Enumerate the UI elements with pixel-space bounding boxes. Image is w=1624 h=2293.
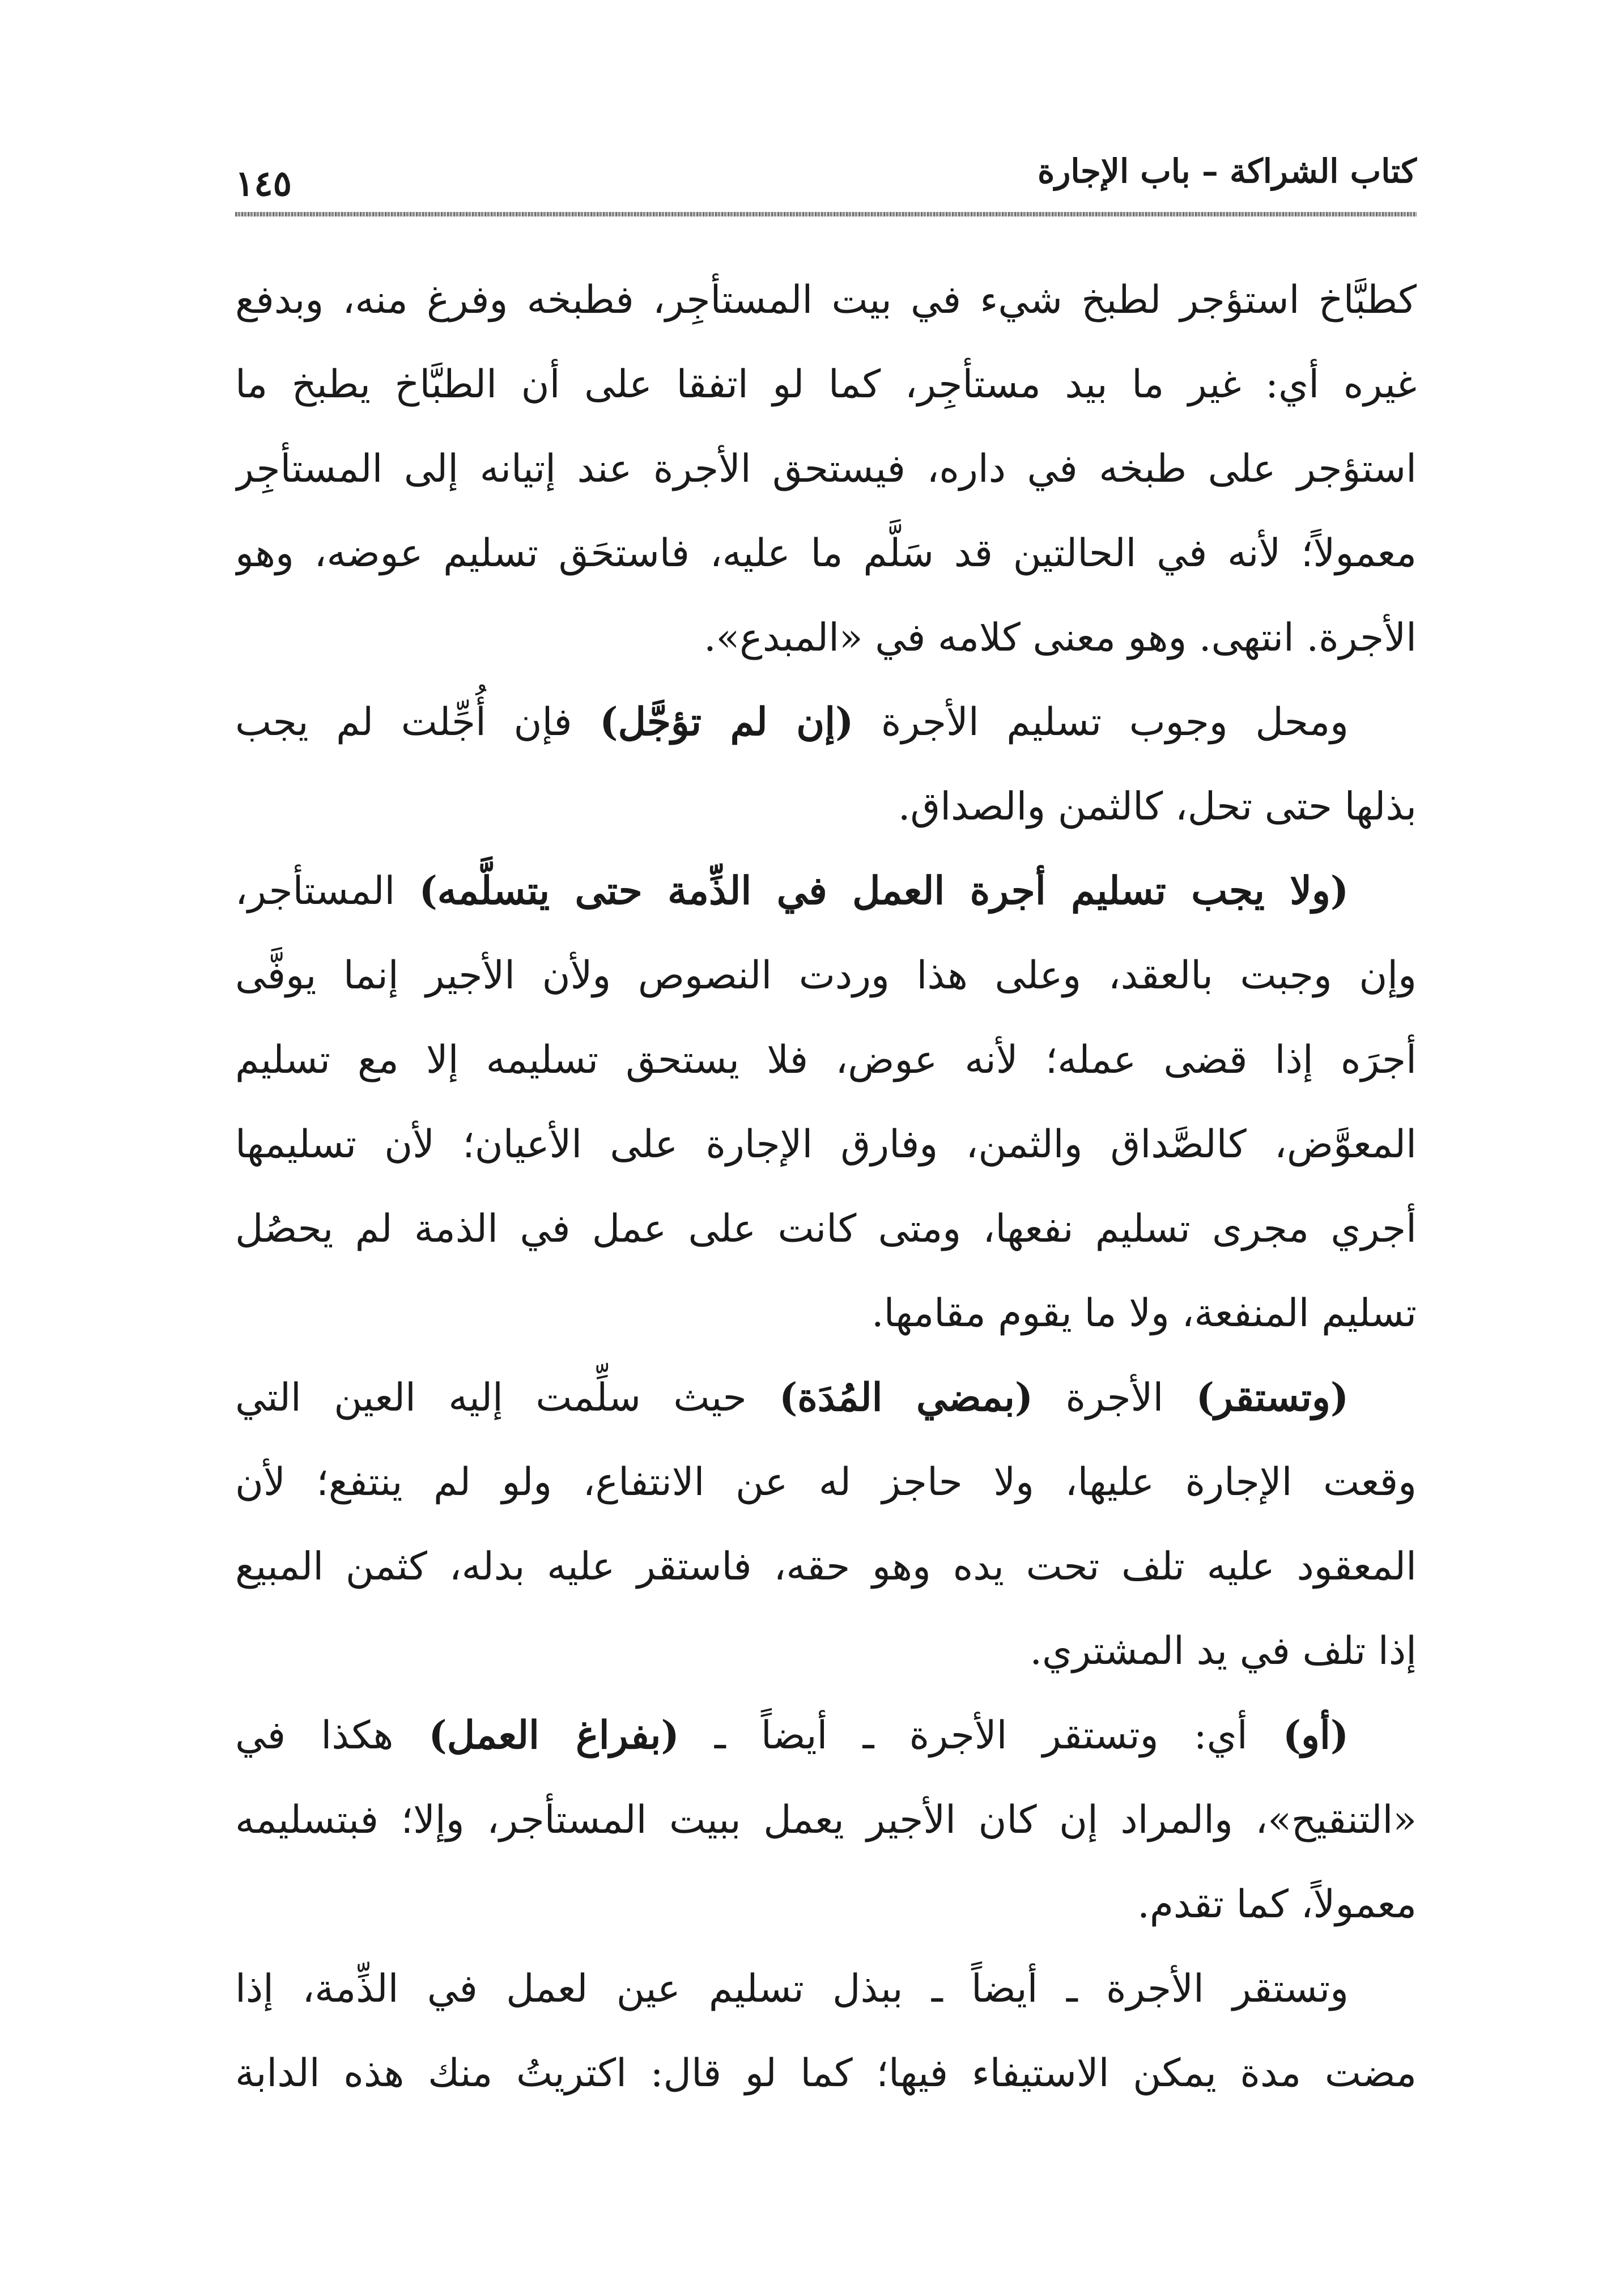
text-segment: الأجرة — [1033, 1375, 1196, 1420]
text-line — [235, 1187, 1417, 1271]
page-header — [235, 148, 1417, 216]
text-segment: فإن أُجِّلت لم يجب — [235, 700, 600, 745]
text-segment: أجرَه إذا قضى عمله؛ لأنه عوض، فلا يستحق تسليمه إلا مع تسليم — [235, 1038, 1417, 1082]
text-line — [235, 1356, 1417, 1440]
text-segment: وتستقر الأجرة ـ أيضاً ـ ببذل تسليم عين لعمل في الذِّمة، إذا — [235, 1967, 1349, 2011]
text-segment: أي: وتستقر الأجرة ـ أيضاً ـ — [679, 1713, 1283, 1758]
text-segment: المعوَّض، كالصَّداق والثمن، وفارق الإجارة على الأعيان؛ لأن تسليمها — [235, 1122, 1417, 1167]
text-segment: «التنقيح»، والمراد إن كان الأجير يعمل ببيت المستأجر، وإلا؛ فبتسليمه — [235, 1798, 1417, 1842]
text-segment: أجري مجرى تسليم نفعها، ومتى كانت على عمل في الذمة لم يحصُل — [235, 1207, 1417, 1251]
text-line — [235, 1440, 1417, 1525]
text-line — [235, 1609, 1417, 1693]
text-segment: استؤجر على طبخه في داره، فيستحق الأجرة عند إتيانه إلى المستأجِر — [235, 447, 1417, 491]
text-line — [235, 849, 1417, 933]
bold-text-segment: (أو) — [1282, 1713, 1349, 1758]
text-segment: المستأجر، — [235, 869, 419, 914]
text-segment: معمولاً، كما تقدم. — [1137, 1882, 1417, 1927]
text-segment: وإن وجبت بالعقد، وعلى هذا وردت النصوص ولأن الأجير إنما يوفَّى — [235, 953, 1417, 998]
bold-text-segment: (إن لم تؤجَّل) — [600, 699, 854, 745]
bold-text-segment: (وتستقر) — [1196, 1375, 1349, 1420]
text-segment: حيث سلِّمت إليه العين التي — [235, 1375, 780, 1420]
text-segment: مضت مدة يمكن الاستيفاء فيها؛ كما لو قال: اكتريتُ منك هذه الدابة — [235, 2051, 1417, 2096]
text-line — [235, 1525, 1417, 1609]
bold-text-segment: (بمضي المُدَة) — [779, 1375, 1034, 1420]
bold-text-segment: (ولا يجب تسليم أجرة العمل في الذِّمة حتى يتسلَّمه) — [419, 868, 1349, 914]
text-line — [235, 933, 1417, 1018]
text-segment: إذا تلف في يد المشتري. — [1030, 1629, 1417, 1674]
text-segment: تسليم المنفعة، ولا ما يقوم مقامها. — [871, 1291, 1417, 1336]
text-segment: معمولاً؛ لأنه في الحالتين قد سَلَّم ما عليه، فاستحَق تسليم عوضه، وهو — [235, 531, 1417, 576]
text-line — [235, 680, 1417, 765]
page-number: ١٤٥ — [235, 163, 292, 204]
text-segment: غيره أي: غير ما بيد مستأجِر، كما لو اتفقا على أن الطبَّاخ يطبخ ما — [235, 362, 1417, 407]
body-text — [235, 258, 1417, 2116]
text-segment: الأجرة. انتهى. وهو معنى كلامه في «المبدع». — [704, 615, 1417, 660]
text-segment: هكذا في — [235, 1713, 429, 1758]
text-segment: المعقود عليه تلف تحت يده وهو حقه، فاستقر عليه بدله، كثمن المبيع — [235, 1544, 1417, 1589]
text-line — [235, 342, 1417, 427]
text-segment: بذلها حتى تحل، كالثمن والصداق. — [898, 784, 1417, 829]
text-segment: كطبَّاخ استؤجر لطبخ شيء في بيت المستأجِر، فطبخه وفرغ منه، وبدفع — [235, 278, 1417, 322]
text-line — [235, 1102, 1417, 1187]
text-line — [235, 258, 1417, 342]
text-line — [235, 1947, 1417, 2031]
text-line — [235, 765, 1417, 849]
text-line — [235, 511, 1417, 596]
text-line — [235, 1693, 1417, 1778]
text-segment: وقعت الإجارة عليها، ولا حاجز له عن الانتفاع، ولو لم ينتفع؛ لأن — [235, 1460, 1417, 1505]
text-segment: ومحل وجوب تسليم الأجرة — [853, 700, 1349, 745]
running-head: كتاب الشراكة – باب الإجارة — [1037, 152, 1417, 190]
text-line — [235, 596, 1417, 680]
text-line — [235, 1271, 1417, 1356]
text-line — [235, 1778, 1417, 1862]
header-rule — [235, 212, 1417, 216]
text-line — [235, 427, 1417, 511]
text-line — [235, 1862, 1417, 1947]
text-line — [235, 2031, 1417, 2116]
bold-text-segment: (بفراغ العمل) — [428, 1713, 679, 1758]
text-line — [235, 1018, 1417, 1102]
